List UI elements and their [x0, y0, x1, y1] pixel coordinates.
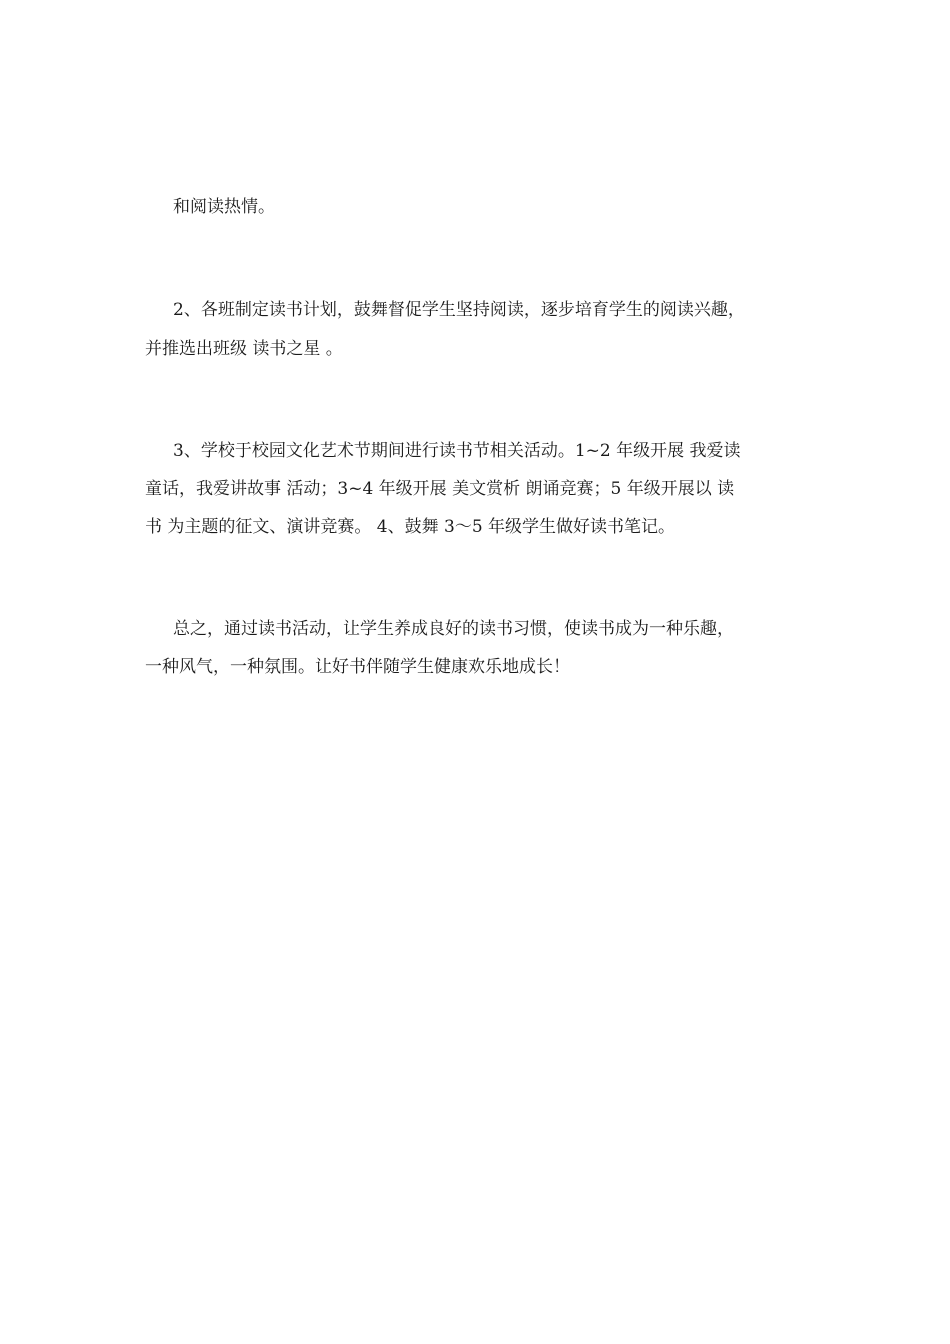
paragraph-3-line-1: 3、学校于校园文化艺术节期间进行读书节相关活动。1~2 年级开展 我爱读 — [173, 441, 741, 461]
paragraph-4-line-1: 总之，通过读书活动，让学生养成良好的读书习惯，使读书成为一种乐趣， — [173, 619, 734, 639]
paragraph-1-line-1: 和阅读热情。 — [173, 197, 275, 217]
paragraph-2-line-2: 并推选出班级 读书之星 。 — [145, 339, 343, 359]
paragraph-2-line-1: 2、各班制定读书计划，鼓舞督促学生坚持阅读，逐步培育学生的阅读兴趣， — [173, 300, 745, 320]
paragraph-3-line-3: 书 为主题的征文、演讲竞赛。 4、鼓舞 3～5 年级学生做好读书笔记。 — [145, 517, 676, 537]
paragraph-4-line-2: 一种风气，一种氛围。让好书伴随学生健康欢乐地成长！ — [145, 657, 570, 677]
paragraph-3-line-2: 童话，我爱讲故事 活动；3~4 年级开展 美文赏析 朗诵竞赛；5 年级开展以 读 — [145, 479, 735, 499]
